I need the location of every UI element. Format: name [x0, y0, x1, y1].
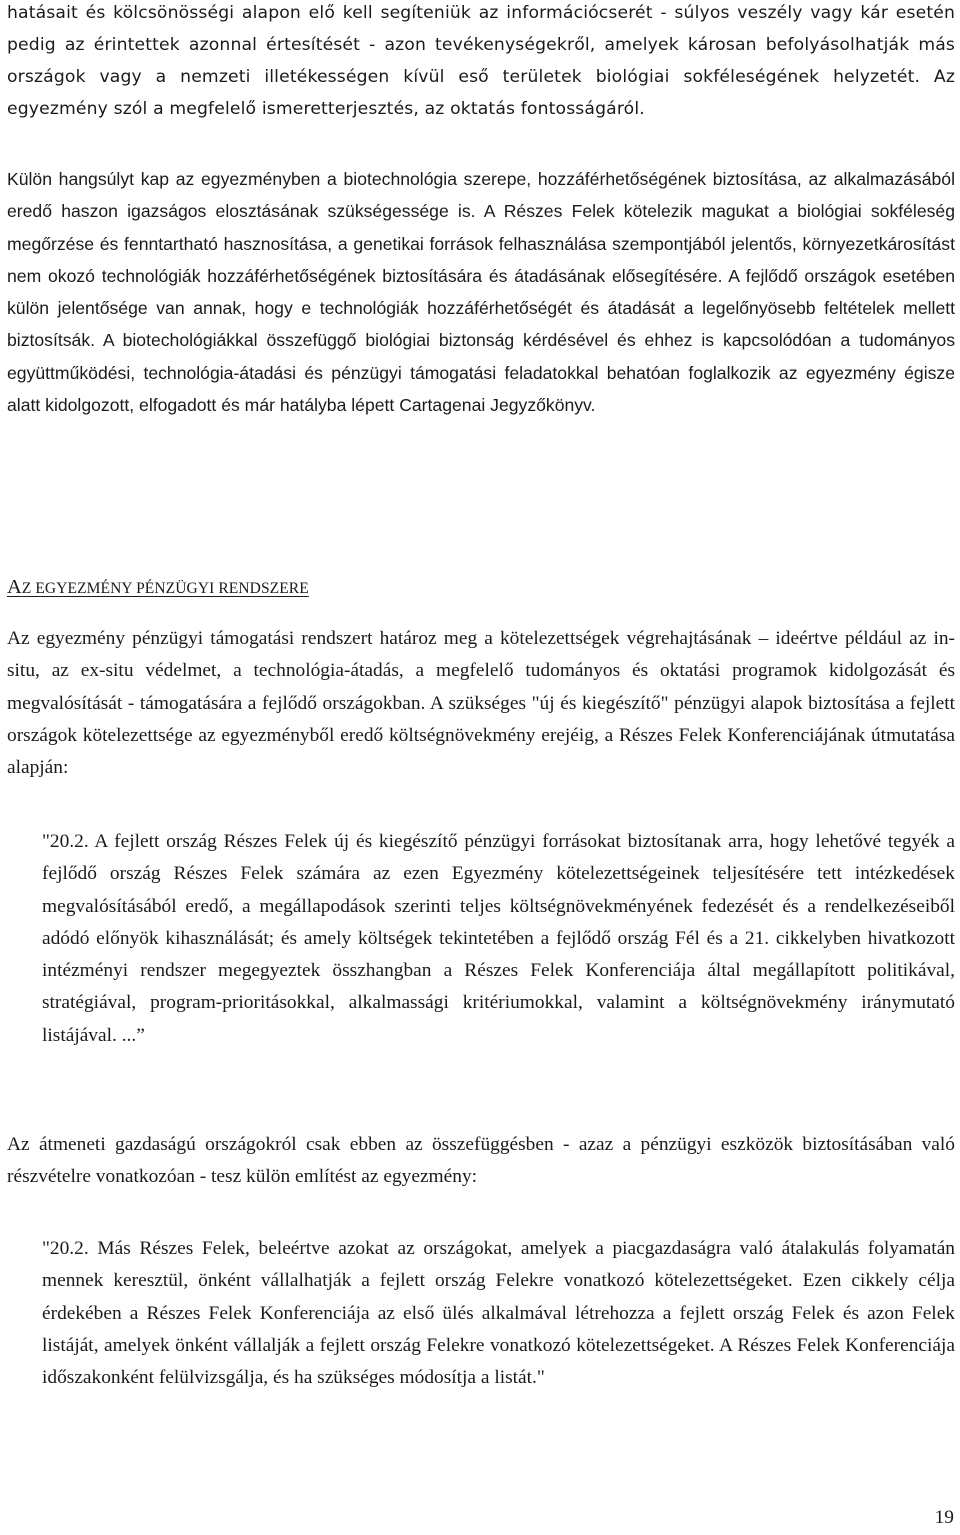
- paragraph-biotechnology: Külön hangsúlyt kap az egyezményben a biotechnológia szerepe, hozzáférhetőségének biztosítása, az alkalmazásából eredő haszon igazságos elosztásának szükségessége is. A Részes Felek kötelezik magukat a biológiai sokféleség megőrzése és fenntartható hasznosítása, a genetikai források felhasználása szempontjából jelentős, környezetkárosítást nem okozó technológiák hozzáférhetőségének biztosítására és átadásának elősegítésére. A fejlődő országok esetében külön jelentősége van annak, hogy e technológiák hozzáférhetőségét és átadását a legelőnyösebb feltételek mellett biztosítsák. A biotechológiákkal összefüggő biológiai biztonság kérdésével és ehhez is kapcsolódóan a tudományos együttműködési, technológia-átadási és pénzügyi támogatási feladatokkal behatóan foglalkozik az egyezmény égisze alatt kidolgozott, elfogadott és már hatályba lépett Cartagenai Jegyzőkönyv.: [7, 169, 955, 416]
- paragraph-financial-system: Az egyezmény pénzügyi támogatási rendszert határoz meg a kötelezettségek végrehajtásának – ideértve például az in-situ, az ex-situ védelmet, a technológia-átadás, a megfelelő tudományos és oktatási programok kidolgozását és megvalósítását - támogatására a fejlődő országokban. A szükséges "új és kiegészítő" pénzügyi alapok biztosítása a fejlett országok kötelezettsége az egyezményből eredő költségnövekmény erejéig, a Részes Felek Konferenciájának útmutatása alapján:: [7, 628, 955, 779]
- section-heading: [7, 572, 309, 604]
- quote-article-20-2-other-parties: "20.2. Más Részes Felek, beleértve azokat az országokat, amelyek a piacgazdaságra való átalakulás folyamatán mennek keresztül, önként vállalhatják a fejlett ország Felekre vonatkozó kötelezettségeket. Ezen cikkely célja érdekében a Részes Felek Konferenciája az első ülés alkalmával létrehozza a fejlett ország Felek és azon Felek listáját, amelyek önként vállalják a fejlett ország Felekre vonatkozó kötelezettségeket. A Részes Felek Konferenciája időszakonként felülvizsgálja, és ha szükséges módosítja a listát.": [42, 1238, 955, 1389]
- paragraph-transition-economies: Az átmeneti gazdaságú országokról csak ebben az összefüggésben - azaz a pénzügyi eszközök biztosításában való részvételre vonatkozóan - tesz külön említést az egyezmény:: [7, 1134, 955, 1188]
- page-number: 19: [934, 1507, 954, 1528]
- paragraph-biodiversity-information: hatásait és kölcsönösségi alapon elő kell segíteniük az információcserét - súlyos veszély vagy kár esetén pedig az érintettek azonnal értesítését - azon tevékenységekről, amelyek károsan befolyásolhatják más országok vagy a nemzeti illetékességen kívül eső területek biológiai sokféleségének helyzetét. Az egyezmény szól a megfelelő ismeretterjesztés, az oktatás fontosságáról.: [7, 3, 955, 119]
- section-heading-initial: A: [7, 576, 22, 598]
- section-heading-rest: Z EGYEZMÉNY PÉNZÜGYI RENDSZERE: [21, 580, 309, 597]
- quote-article-20-2-developed: "20.2. A fejlett ország Részes Felek új és kiegészítő pénzügyi forrásokat biztosítanak arra, hogy lehetővé tegyék a fejlődő ország Részes Felek számára az ezen Egyezmény kötelezettségeinek teljesítésére tett intézkedések megvalósításából eredő, a megállapodások szerinti teljes költségnövekményének fedezését és a rendelkezéseiből adódó előnyök kihasználását; és amely költségek tekintetében a fejlődő ország Fél és a 21. cikkelyben hivatkozott intézményi rendszer megegyeztek összhangban a Részes Felek Konferenciája által megállapított politikával, stratégiával, program-prioritásokkal, alkalmassági kritériumokkal, valamint a költségnövekmény iránymutató listájával. ...”: [42, 831, 955, 1046]
